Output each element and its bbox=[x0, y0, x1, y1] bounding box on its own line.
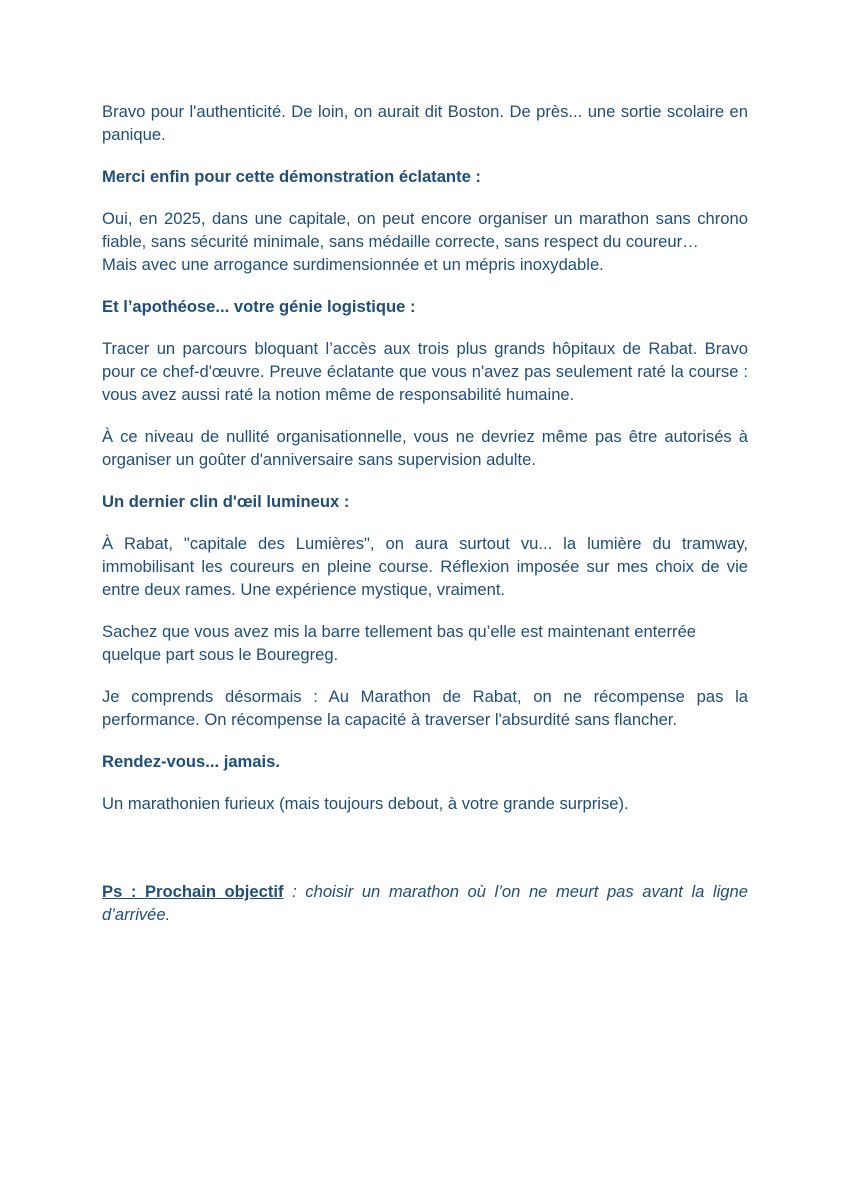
heading-apotheose: Et l’apothéose... votre génie logistique : bbox=[102, 297, 416, 316]
paragraph-tramway: À Rabat, "capitale des Lumières", on aura surtout vu... la lumière du tramway, immobilisant les coureurs en pleine course. Réflexion imposée sur mes choix de vie entre deux rames. Une expérience mystique, vraiment. bbox=[102, 534, 748, 599]
spacer bbox=[102, 834, 748, 880]
postscript-text: : choisir un marathon où l’on ne meurt pas avant la ligne d’arrivée. bbox=[102, 882, 748, 924]
paragraph-recompense: Je comprends désormais : Au Marathon de Rabat, on ne récompense pas la performance. On récompense la capacité à traverser l'absurdité sans flancher. bbox=[102, 687, 748, 729]
document-page bbox=[102, 100, 748, 945]
heading-rendez-vous: Rendez-vous... jamais. bbox=[102, 752, 280, 771]
postscript-label: Ps : Prochain objectif bbox=[102, 882, 284, 901]
paragraph-marathon-2025-line2: Mais avec une arrogance surdimensionnée et un mépris inoxydable. bbox=[102, 255, 604, 274]
heading-demonstration: Merci enfin pour cette démonstration éclatante : bbox=[102, 167, 481, 186]
paragraph-boston: Bravo pour l'authenticité. De loin, on aurait dit Boston. De près... une sortie scolaire en panique. bbox=[102, 102, 748, 144]
paragraph-hospitals: Tracer un parcours bloquant l’accès aux trois plus grands hôpitaux de Rabat. Bravo pour ce chef-d'œuvre. Preuve éclatante que vous n'avez pas seulement raté la course : vous avez aussi raté la notion même de responsabilité humaine. bbox=[102, 339, 748, 404]
paragraph-bouregreg: Sachez que vous avez mis la barre tellement bas qu’elle est maintenant enterrée quelque part sous le Bouregreg. bbox=[102, 622, 697, 664]
paragraph-marathon-2025 bbox=[102, 207, 748, 276]
paragraph-signature: Un marathonien furieux (mais toujours debout, à votre grande surprise). bbox=[102, 794, 629, 813]
heading-clin-oeil: Un dernier clin d'œil lumineux : bbox=[102, 492, 350, 511]
paragraph-nullite: À ce niveau de nullité organisationnelle, vous ne devriez même pas être autorisés à organiser un goûter d'anniversaire sans supervision adulte. bbox=[102, 427, 748, 469]
postscript bbox=[102, 880, 748, 926]
paragraph-marathon-2025-line1: Oui, en 2025, dans une capitale, on peut encore organiser un marathon sans chrono fiable, sans sécurité minimale, sans médaille correcte, sans respect du coureur… bbox=[102, 209, 748, 251]
